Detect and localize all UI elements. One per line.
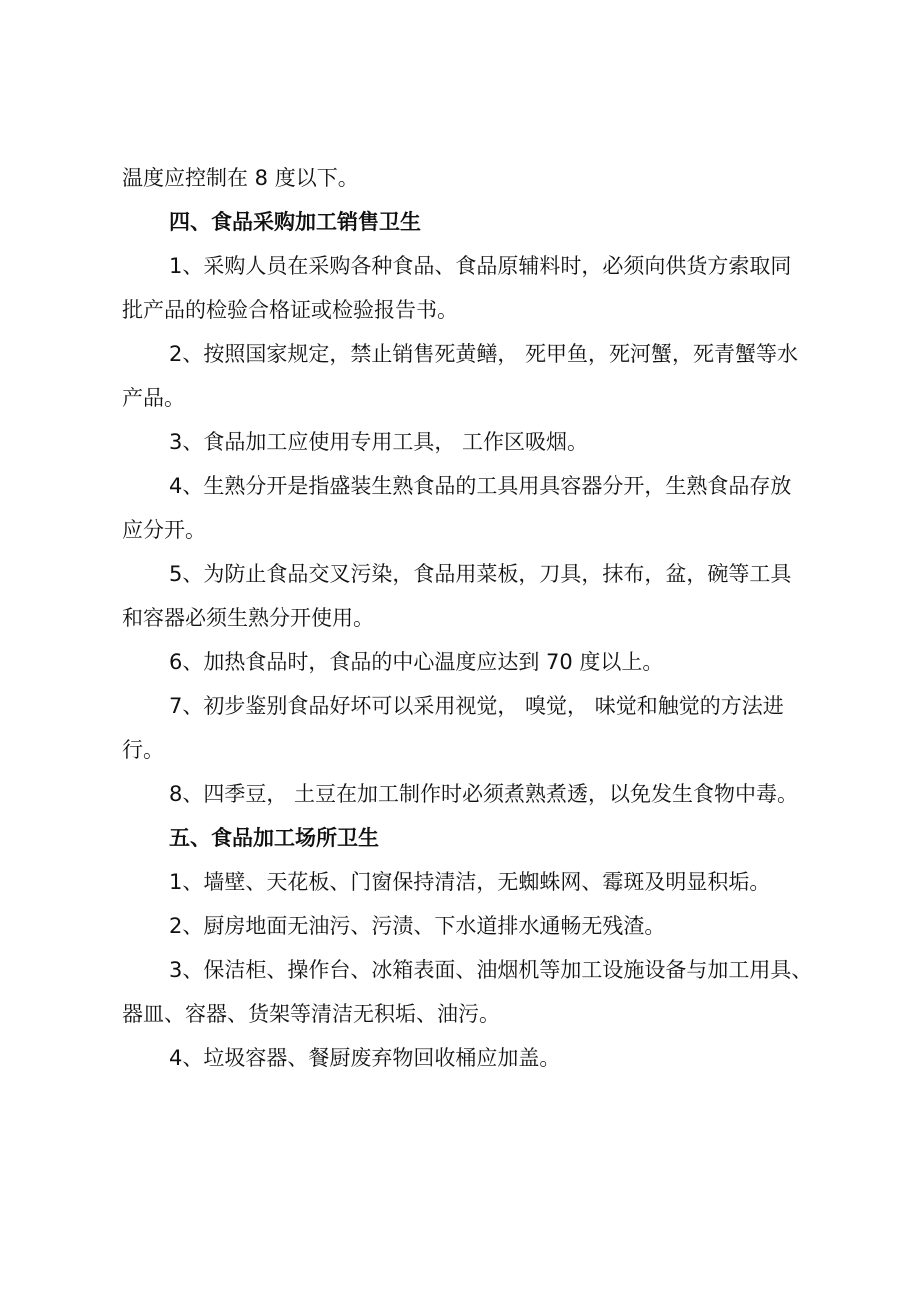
section-heading: 五、食品加工场所卫生: [169, 826, 379, 850]
text-line: 3、食品加工应使用专用工具， 工作区吸烟。: [169, 430, 589, 454]
text-line: 器皿、容器、货架等清洁无积垢、油污。: [122, 1002, 500, 1026]
text-line: 8、四季豆， 土豆在加工制作时必须煮熟煮透，以免发生食物中毒。: [169, 782, 799, 806]
text-line: 3、保洁柜、操作台、冰箱表面、油烟机等加工设施设备与加工用具、: [169, 958, 813, 982]
text-line: 4、生熟分开是指盛装生熟食品的工具用具容器分开，生熟食品存放: [169, 474, 792, 498]
text-line: 5、为防止食品交叉污染，食品用菜板，刀具，抹布，盆，碗等工具: [169, 562, 792, 586]
text-line: 温度应控制在 8 度以下。: [122, 166, 359, 190]
text-line: 1、墙壁、天花板、门窗保持清洁，无蜘蛛网、霉斑及明显积垢。: [169, 870, 771, 894]
text-line: 1、采购人员在采购各种食品、食品原辅料时，必须向供货方索取同: [169, 254, 792, 278]
document-body: [122, 156, 822, 1080]
text-line: 应分开。: [122, 518, 206, 542]
text-line: 7、初步鉴别食品好坏可以采用视觉， 嗅觉， 味觉和触觉的方法进: [169, 694, 784, 718]
section-heading: 四、食品采购加工销售卫生: [169, 210, 421, 234]
text-line: 产品。: [122, 386, 185, 410]
text-line: 行。: [122, 738, 164, 762]
text-line: 4、垃圾容器、餐厨废弃物回收桶应加盖。: [169, 1046, 561, 1070]
text-line: 6、加热食品时，食品的中心温度应达到 70 度以上。: [169, 650, 664, 674]
text-line: 2、厨房地面无油污、污渍、下水道排水通畅无残渣。: [169, 914, 666, 938]
text-line: 2、按照国家规定，禁止销售死黄鳝， 死甲鱼，死河蟹，死青蟹等水: [169, 342, 799, 366]
text-line: 批产品的检验合格证或检验报告书。: [122, 298, 458, 322]
text-line: 和容器必须生熟分开使用。: [122, 606, 374, 630]
